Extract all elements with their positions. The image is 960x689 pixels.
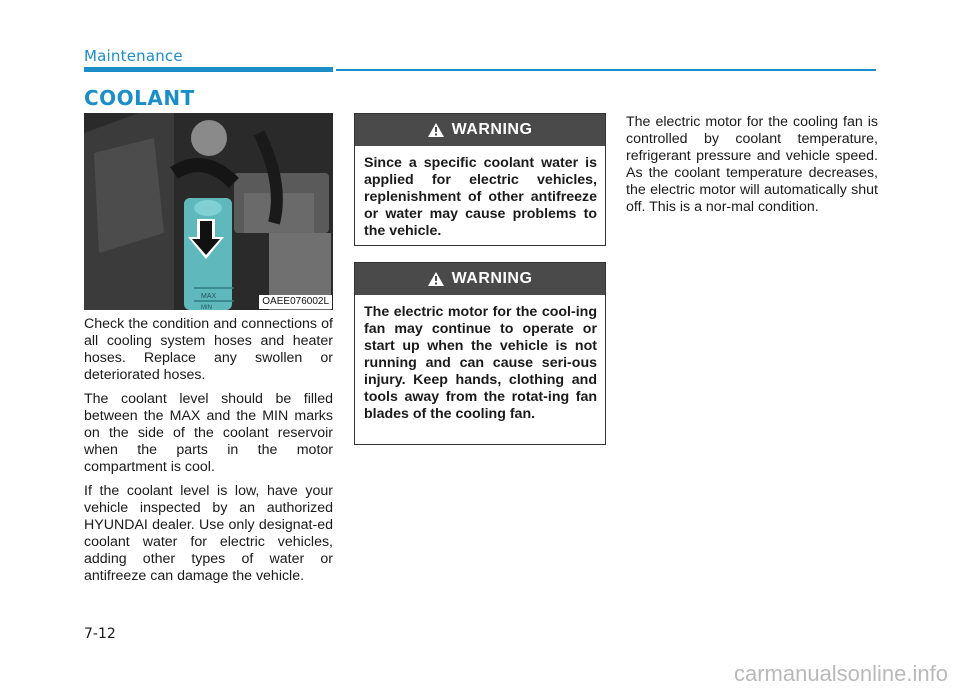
warning-text: The electric motor for the cool-ing fan may continue to operate or start up when the vehicle is not running and can cause seri-ous injury. Keep hands, clothing and tools away from the rotat-ing fan blades of the cooling fan. bbox=[364, 304, 597, 422]
warning-triangle-icon bbox=[428, 123, 444, 137]
warning-text: Since a specific coolant water is applied for electric vehicles, replenishment of other antifreeze or water may cause problems to the vehicle. bbox=[364, 155, 597, 239]
warning-box bbox=[354, 262, 606, 445]
paragraph: Check the condition and connections of all cooling system hoses and heater hoses. Replace any swollen or deteriorated hoses. bbox=[84, 316, 333, 383]
figure-code: OAEE076002L bbox=[259, 295, 332, 309]
warning-label: WARNING bbox=[451, 121, 533, 138]
body-column-right bbox=[626, 114, 878, 223]
page-number: 7-12 bbox=[84, 626, 116, 642]
warning-header bbox=[355, 263, 605, 295]
paragraph: If the coolant level is low, have your vehicle inspected by an authorized HYUNDAI dealer. Use only designat-ed coolant water for electric vehicles, adding other types of water or antifreeze can damage the vehicle. bbox=[84, 483, 333, 584]
coolant-reservoir-photo bbox=[84, 113, 333, 310]
warning-label: WARNING bbox=[451, 270, 533, 287]
watermark: carmanualsonline.info bbox=[733, 661, 948, 686]
min-mark: MIN bbox=[201, 305, 212, 310]
warning-header bbox=[355, 114, 605, 146]
body-column-left bbox=[84, 316, 333, 592]
engine-bay-illustration bbox=[84, 113, 333, 310]
header-rule-thin bbox=[336, 69, 876, 71]
paragraph: The electric motor for the cooling fan is controlled by coolant temperature, refrigerant pressure and vehicle speed. As the coolant temperature decreases, the electric motor will automatically shut off. This is a nor-mal condition. bbox=[626, 114, 878, 215]
paragraph: The coolant level should be filled between the MAX and the MIN marks on the side of the coolant reservoir when the parts in the motor compartment is cool. bbox=[84, 391, 333, 475]
page-title: COOLANT bbox=[84, 86, 195, 110]
max-mark: MAX bbox=[201, 293, 217, 300]
header-rule-thick bbox=[84, 67, 333, 72]
warning-box bbox=[354, 113, 606, 246]
warning-triangle-icon bbox=[428, 272, 444, 286]
section-label: Maintenance bbox=[84, 47, 183, 65]
